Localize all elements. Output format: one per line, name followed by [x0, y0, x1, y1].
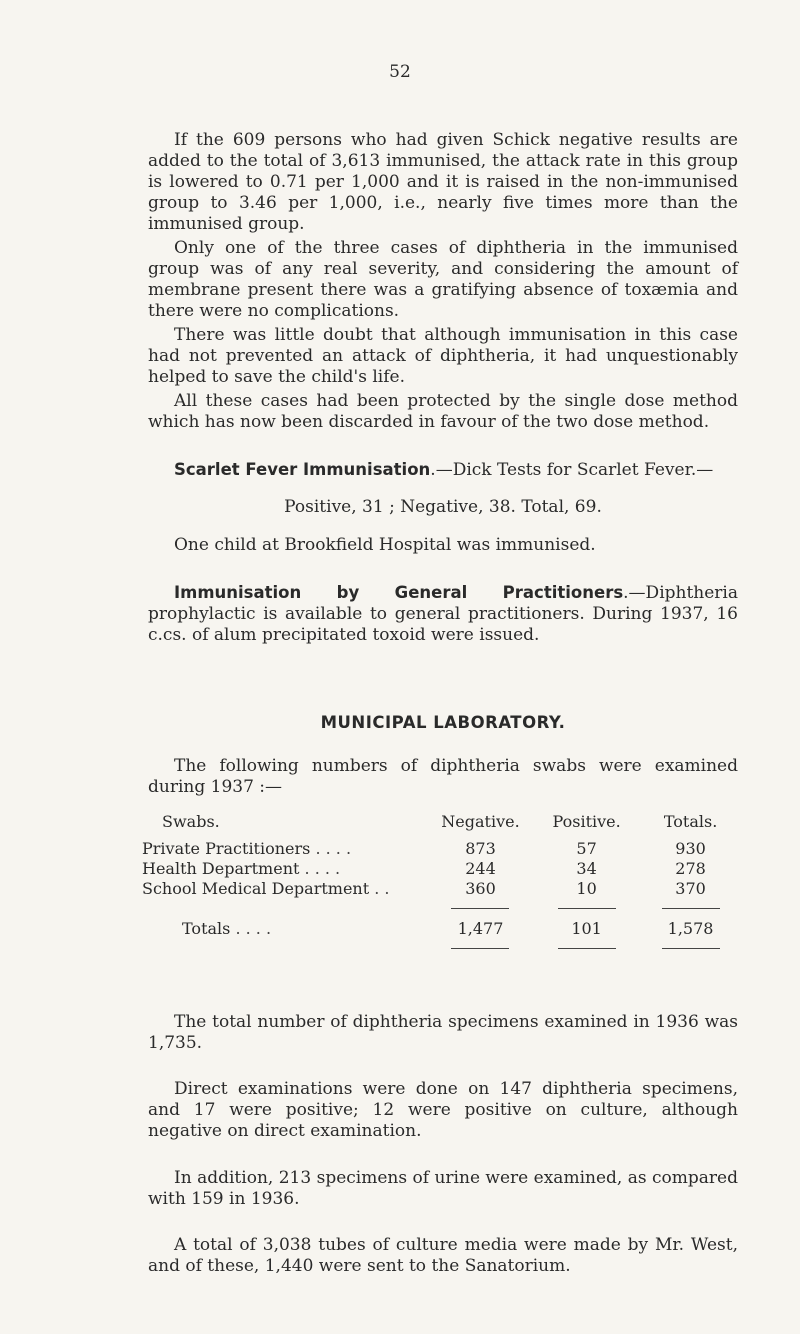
divider [558, 908, 616, 909]
leader-dots: . . . . [299, 858, 341, 878]
table-row [142, 858, 742, 878]
row-label-text: School Medical Department [142, 878, 370, 898]
paragraph-schick-results [148, 130, 738, 235]
scarlet-fever-heading: Scarlet Fever Immunisation [174, 460, 431, 479]
row-label [142, 838, 427, 858]
paragraph-text: In addition, 213 specimens of urine were examined, as compared with 159 in 1936. [148, 1168, 738, 1209]
total-total: 1,578 [667, 918, 714, 938]
divider [662, 908, 720, 909]
paragraph-text: If the 609 persons who had given Schick negative results are added to the total of 3,613 immunised, the attack rate in this group is lowered to 0.71 per 1,000 and it is raised in the non-immunised group to 3.46 per 1,000, i.e., nearly five times more than the immunised group. [148, 130, 738, 234]
paragraph-text: All these cases had been protected by the single dose method which has now been discarded in favour of the two dose method. [148, 391, 738, 432]
paragraph-text: The total number of diphtheria specimens examined in 1936 was 1,735. [148, 1012, 738, 1053]
paragraph-scarlet-fever [148, 459, 738, 481]
paragraph-text: Direct examinations were done on 147 diphtheria specimens, and 17 were positive; 12 were positive on culture, although negative on direct examination. [148, 1079, 738, 1141]
paragraph-1936-total [148, 1012, 738, 1054]
cell-negative: 244 [465, 858, 496, 878]
gp-heading: Immunisation by General Practitioners [174, 583, 624, 602]
paragraph-text: A total of 3,038 tubes of culture media were made by Mr. West, and of these, 1,440 were sent to the Sanatorium. [148, 1235, 738, 1276]
cell-negative: 873 [465, 838, 496, 858]
paragraph-severity [148, 238, 738, 322]
paragraph-direct-exams [148, 1079, 738, 1142]
column-header-swabs: Swabs. [162, 812, 220, 831]
column-header-positive: Positive. [552, 812, 621, 831]
section-title: MUNICIPAL LABORATORY. [320, 713, 566, 732]
row-label [142, 878, 427, 898]
total-negative: 1,477 [457, 918, 504, 938]
swab-table [142, 812, 742, 958]
total-positive: 101 [571, 918, 602, 938]
totals-row [142, 918, 742, 938]
column-header-totals: Totals. [663, 812, 718, 831]
rule-row [142, 898, 742, 918]
paragraph-urine [148, 1168, 738, 1210]
scarlet-fever-results: Positive, 31 ; Negative, 38. Total, 69. [284, 497, 602, 517]
paragraph-general-practitioners [148, 582, 738, 646]
paragraph-culture-media [148, 1235, 738, 1277]
row-label [142, 858, 427, 878]
paragraph-text: .—Dick Tests for Scarlet Fever.— [430, 460, 714, 480]
divider [662, 948, 720, 949]
totals-label-text: Totals [182, 918, 231, 938]
paragraph-dose-method [148, 391, 738, 433]
paragraph-brookfield [148, 535, 738, 556]
paragraph-lab-intro [148, 756, 738, 798]
divider [451, 948, 509, 949]
page-number: 52 [389, 62, 411, 82]
leader-dots: . . [369, 878, 390, 898]
cell-positive: 34 [576, 858, 597, 878]
cell-total: 370 [675, 878, 706, 898]
cell-total: 278 [675, 858, 706, 878]
paragraph-text: One child at Brookfield Hospital was immunised. [174, 535, 596, 555]
cell-negative: 360 [465, 878, 496, 898]
paragraph-text: .—Diphtheria prophylactic is available to general practitioners. During 1937, 16 c.cs. of alum precipitated toxoid were issued. [148, 583, 738, 645]
cell-total: 930 [675, 838, 706, 858]
leader-dots: . . . . [230, 918, 272, 938]
paragraph-text: The following numbers of diphtheria swabs were examined during 1937 :— [148, 756, 738, 797]
row-label-text: Private Practitioners [142, 838, 311, 858]
table-header-row [142, 812, 742, 838]
paragraph-text: Only one of the three cases of diphtheria in the immunised group was of any real severity, and considering the amount of membrane present there was a gratifying absence of toxæmia and there were no complications. [148, 238, 738, 321]
paragraph-child-life [148, 325, 738, 388]
table-row [142, 878, 742, 898]
totals-label [142, 918, 427, 938]
column-header-negative: Negative. [441, 812, 520, 831]
divider [451, 908, 509, 909]
rule-row [142, 938, 742, 958]
leader-dots: . . . . [310, 838, 352, 858]
paragraph-text: There was little doubt that although immunisation in this case had not prevented an attack of diphtheria, it had unquestionably helped to save the child's life. [148, 325, 738, 387]
cell-positive: 57 [576, 838, 597, 858]
table-row [142, 838, 742, 858]
row-label-text: Health Department [142, 858, 300, 878]
divider [558, 948, 616, 949]
cell-positive: 10 [576, 878, 597, 898]
